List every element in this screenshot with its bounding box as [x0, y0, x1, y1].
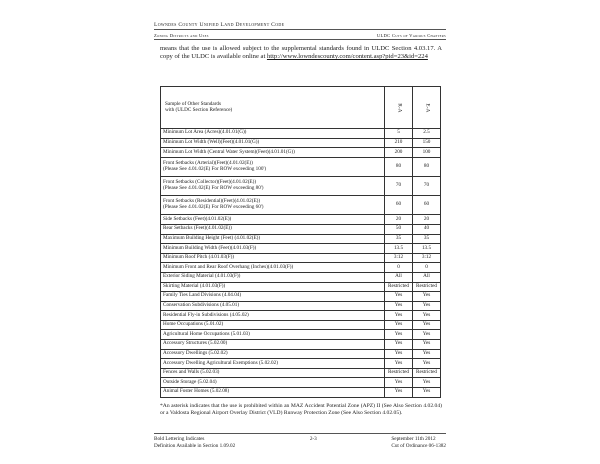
value-ra: 210 [385, 138, 413, 148]
value-ra: Yes [385, 320, 413, 330]
standard-label-text: Front Setbacks (Arterial)(Feet)(4.01.02(E)) [163, 160, 253, 167]
standard-label [161, 330, 385, 340]
value-ea: Restricted [413, 282, 441, 292]
table-row [161, 292, 441, 302]
standard-label-text: Conservation Subdivisions (4.05.01) [163, 302, 240, 309]
standard-label-text: Minimum Roof Pitch (4.01.03(F)) [163, 254, 235, 261]
standard-label-text: Exterior Siding Material (4.01.03(F)) [163, 273, 241, 280]
standard-label-text: Agricultural Home Occupations (5.01.03) [163, 330, 250, 337]
value-ea: Yes [413, 330, 441, 340]
value-ra: Yes [385, 330, 413, 340]
standard-label [161, 176, 385, 195]
value-ea: 80 [413, 157, 441, 176]
value-ra: Yes [385, 301, 413, 311]
table-row [161, 330, 441, 340]
standard-label-text: Minimum Front and Rear Roof Overhang (Inches)(4.01.03(F)) [163, 263, 294, 270]
value-ea: 13.5 [413, 244, 441, 254]
standard-label-text: Rear Setbacks (Feet)(4.01.02(E)) [163, 225, 232, 232]
table-row [161, 215, 441, 225]
value-ra: 80 [385, 157, 413, 176]
table-row [161, 378, 441, 388]
standard-label [161, 157, 385, 176]
standard-label [161, 311, 385, 321]
standard-label-text: Maximum Building Height (Feet) (4.01.02(E)) [163, 234, 261, 241]
table-row [161, 272, 441, 282]
standard-label-text: Minimum Building Width (Feet)(4.01.03(F)) [163, 244, 257, 251]
table-row [161, 311, 441, 321]
value-ea: Yes [413, 340, 441, 350]
standard-label [161, 292, 385, 302]
standard-label [161, 272, 385, 282]
asterisk-footnote: *An asterisk indicates that the use is prohibited within an MAZ Accident Potential Zone (APZ) II (See Also Section 4.02.04) or a Valdosta Regional Airport Overlay District (VLD) Runway Protection Zone (See Also Section 4.02.05). [160, 403, 442, 416]
header-subsection: ULDC Cuts of Various Chapters [376, 33, 446, 38]
table-row [161, 368, 441, 378]
value-ra: Yes [385, 349, 413, 359]
standard-label [161, 340, 385, 350]
standard-label [161, 129, 385, 139]
value-ea: 20 [413, 215, 441, 225]
standard-label-text: Skirting Material (4.01.03(F)) [163, 282, 226, 289]
standards-table [160, 86, 441, 398]
intro-paragraph [160, 45, 442, 62]
footer-definition-note: Definition Available in Section 1.09.02 [154, 442, 236, 449]
document-header-subtitle [154, 33, 446, 40]
value-ea: Yes [413, 292, 441, 302]
standard-label-text: Family Ties Land Divisions (4.04.04) [163, 292, 242, 299]
standard-label [161, 349, 385, 359]
table-header-line1: Sample of Other Standards [165, 100, 222, 107]
standard-label [161, 388, 385, 398]
standard-label [161, 368, 385, 378]
value-ra: 5 [385, 129, 413, 139]
table-row [161, 196, 441, 215]
standard-label-text: Accessory Dwellings (5.02.02) [163, 350, 228, 357]
footer-ordinance: Cut of Ordinance 06-1382 [391, 442, 446, 449]
value-ra: 50 [385, 224, 413, 234]
table-row [161, 148, 441, 158]
value-ra: 70 [385, 176, 413, 195]
standard-label-text: Side Setbacks (Feet)(4.01.02(E)) [163, 215, 232, 222]
table-row [161, 340, 441, 350]
value-ra: Yes [385, 311, 413, 321]
standard-label [161, 301, 385, 311]
table-row [161, 176, 441, 195]
standard-label-text: Minimum Lot Width (Central Water System)(Feet)(4.01.01(G)) [163, 148, 295, 155]
footer-date: September 11th 2012 [391, 436, 436, 442]
value-ra: 200 [385, 148, 413, 158]
value-ra: 35 [385, 234, 413, 244]
table-header-line2: with (ULDC Section Reference) [165, 106, 233, 113]
column-header-ea: E-A [413, 87, 441, 129]
standard-label [161, 378, 385, 388]
table-body [161, 129, 441, 398]
standard-label [161, 320, 385, 330]
value-ra: Yes [385, 340, 413, 350]
value-ea: 35 [413, 234, 441, 244]
value-ea: Yes [413, 388, 441, 398]
value-ea: 2.5 [413, 129, 441, 139]
table-row [161, 138, 441, 148]
standard-label [161, 244, 385, 254]
standard-label [161, 196, 385, 215]
value-ra: 20 [385, 215, 413, 225]
value-ra: Restricted [385, 368, 413, 378]
value-ea: 150 [413, 138, 441, 148]
value-ra: Yes [385, 378, 413, 388]
table-row [161, 388, 441, 398]
standard-label [161, 359, 385, 369]
document-footer [154, 433, 446, 449]
header-section: Zoning Districts and Uses [154, 33, 209, 38]
standard-label-text: Residential Fly-in Subdivisions (4.05.02) [163, 311, 249, 318]
standard-label [161, 263, 385, 273]
value-ea: 0 [413, 263, 441, 273]
uldc-link[interactable]: http://www.lowndescounty.com/content.asp?pid=23&id=224 [266, 53, 428, 61]
standard-label [161, 215, 385, 225]
value-ra: All [385, 272, 413, 282]
value-ra: Yes [385, 359, 413, 369]
standard-label [161, 253, 385, 263]
table-row [161, 129, 441, 139]
standard-label-text: Outside Storage (5.02.04) [163, 378, 217, 385]
value-ea: All [413, 272, 441, 282]
standard-label-text: Accessory Dwelling Agricultural Exemptions (5.02.02) [163, 359, 278, 366]
value-ra: Restricted [385, 282, 413, 292]
standard-label-text: Home Occupations (5.01.02) [163, 321, 224, 328]
table-row [161, 263, 441, 273]
standard-label [161, 234, 385, 244]
standard-label-text: Front Setbacks (Collector)(Feet)(4.01.02(E)) [163, 179, 257, 186]
value-ra: 60 [385, 196, 413, 215]
value-ea: Yes [413, 359, 441, 369]
footer-page-number: 2-3 [309, 436, 317, 442]
table-row [161, 349, 441, 359]
value-ra: Yes [385, 388, 413, 398]
table-row [161, 253, 441, 263]
table-row [161, 157, 441, 176]
table-row [161, 234, 441, 244]
column-header-ra: R-A [385, 87, 413, 129]
table-header-label [161, 87, 385, 129]
standard-label-text: Minimum Lot Width (Well)(Feet)(4.01.01(G)) [163, 138, 260, 145]
value-ra: 13.5 [385, 244, 413, 254]
value-ea: Restricted [413, 368, 441, 378]
table-header-row [161, 87, 441, 129]
table-row [161, 320, 441, 330]
value-ea: Yes [413, 320, 441, 330]
standard-label-text: Accessory Structures (5.02.00) [163, 340, 228, 347]
footer-right [391, 436, 446, 449]
value-ra: 0 [385, 263, 413, 273]
value-ea: Yes [413, 349, 441, 359]
table-row [161, 224, 441, 234]
standard-label-text: Minimum Lot Area (Acres)(4.01.01(G)) [163, 129, 247, 136]
value-ea: 3:12 [413, 253, 441, 263]
value-ea: 60 [413, 196, 441, 215]
value-ea: Yes [413, 311, 441, 321]
standard-label-note: (Please See 4.01.02(E) For ROW exceeding 60') [163, 204, 264, 211]
intro-text: means that the use is allowed subject to the supplemental standards found in ULDC Section 4.03.17. A copy of the ULDC is available online at [160, 45, 442, 61]
standard-label-text: Fences and Walls (5.02.03) [163, 369, 220, 376]
footer-left [154, 436, 235, 449]
table-row [161, 244, 441, 254]
standard-label [161, 224, 385, 234]
value-ra: 3:12 [385, 253, 413, 263]
value-ea: Yes [413, 301, 441, 311]
standard-label-text: Animal Foster Homes (5.02.08) [163, 388, 230, 395]
value-ea: 40 [413, 224, 441, 234]
footer-bold-note: Bold Lettering Indicates [154, 436, 205, 442]
document-header-title: Lowndes County Unified Land Development Code [154, 22, 446, 30]
standard-label [161, 138, 385, 148]
standard-label [161, 148, 385, 158]
standard-label-text: Front Setbacks (Residential)(Feet)(4.01.02(E)) [163, 198, 261, 205]
table-row [161, 359, 441, 369]
value-ea: 70 [413, 176, 441, 195]
table-row [161, 282, 441, 292]
value-ra: Yes [385, 292, 413, 302]
value-ea: Yes [413, 378, 441, 388]
value-ea: 100 [413, 148, 441, 158]
standard-label-note: (Please See 4.01.02(E) For ROW exceeding 100') [163, 165, 267, 172]
table-row [161, 301, 441, 311]
standard-label [161, 282, 385, 292]
standard-label-note: (Please See 4.01.02(E) For ROW exceeding 80') [163, 185, 264, 192]
